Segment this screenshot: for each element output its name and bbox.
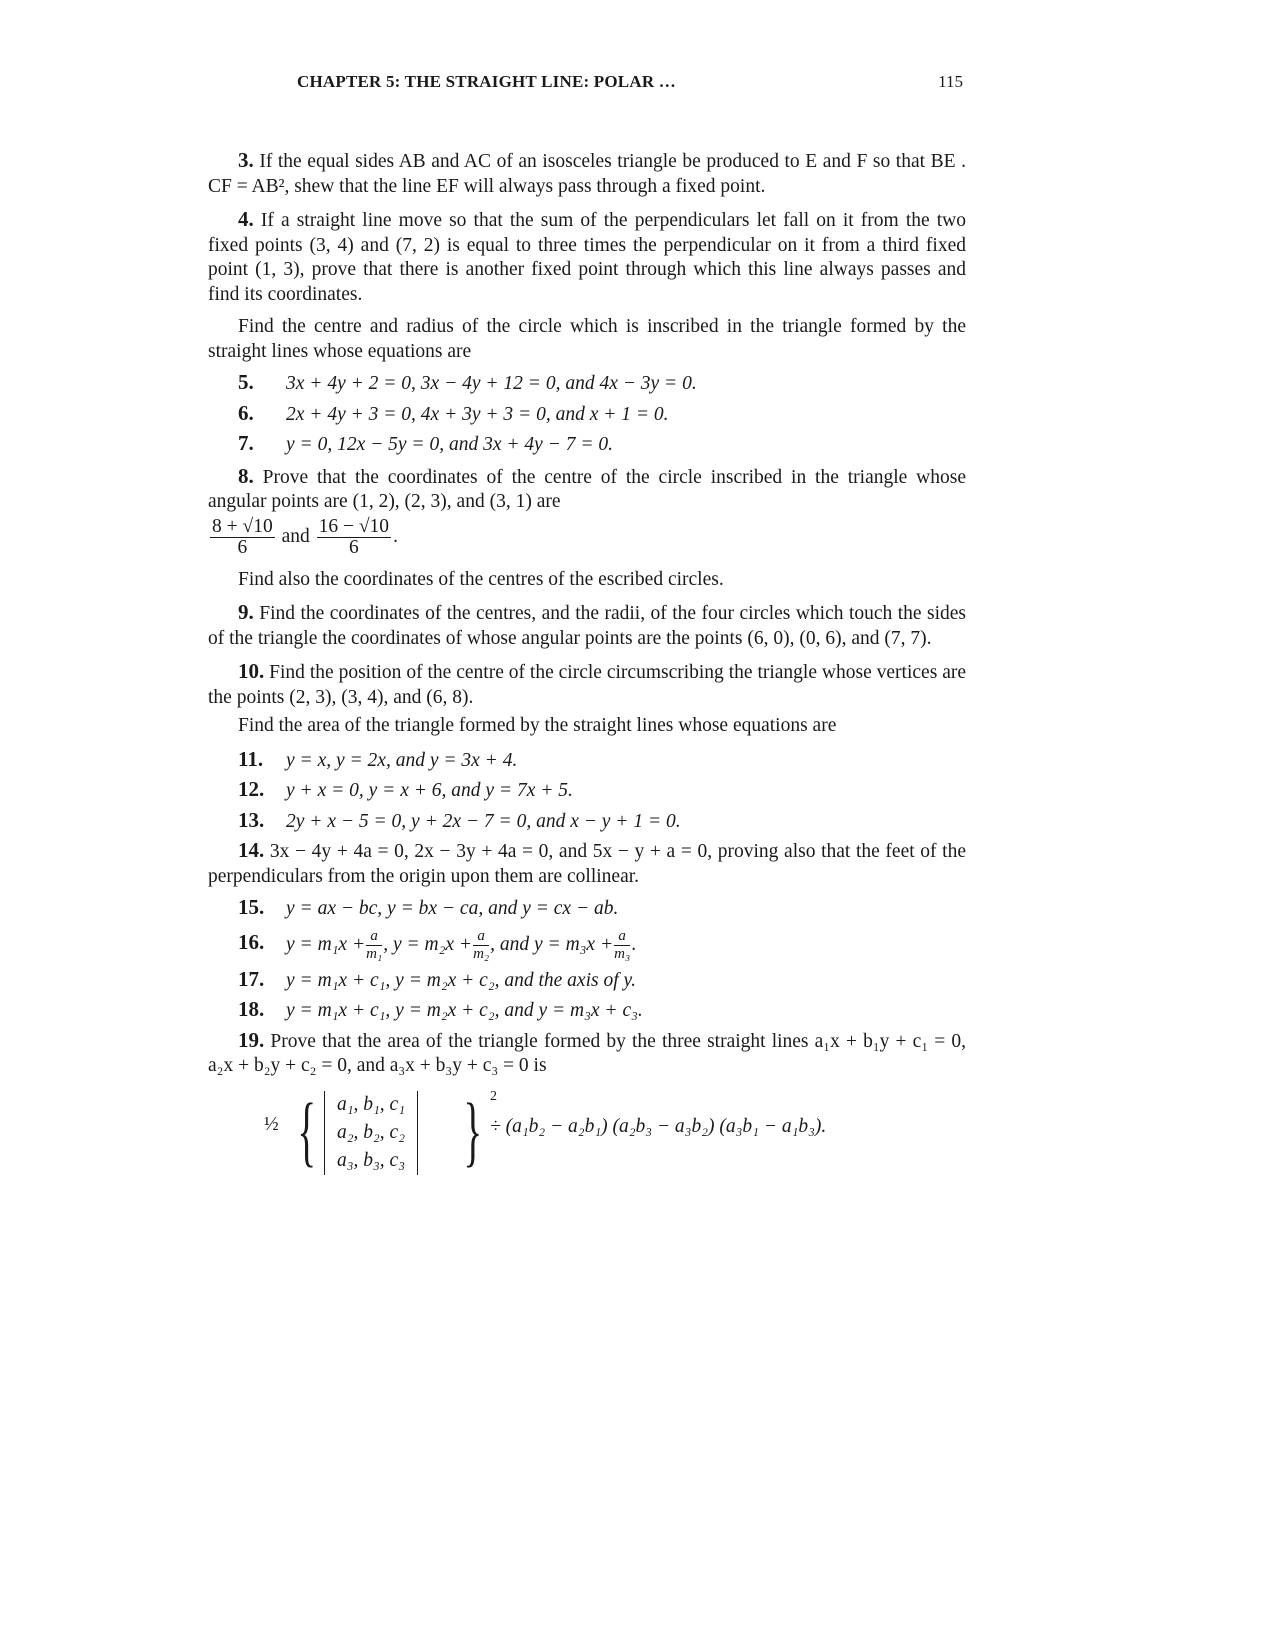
fraction bbox=[473, 928, 489, 963]
equation-text: y = x, y = 2x, and y = 3x + 4. bbox=[286, 749, 518, 771]
exercise-8 bbox=[208, 464, 966, 515]
exercise-text: Find the position of the centre of the circle circumscribing the triangle whose vertices are the points (2, 3), (3, 4), and (6, 8). bbox=[208, 662, 967, 708]
fraction-numerator: 8 + √10 bbox=[212, 515, 273, 537]
exercise-8-result bbox=[208, 517, 966, 558]
exercise-3 bbox=[208, 148, 966, 199]
and-word: and bbox=[281, 525, 310, 547]
equation-text: y = m₁x + c₁, y = m₂x + c₂, and the axis of y. bbox=[286, 969, 636, 991]
exercise-11 bbox=[208, 747, 966, 774]
equation-text: y = ax − bc, y = bx − ca, and y = cx − ab. bbox=[286, 898, 619, 919]
intro-inscribed-circle: Find the centre and radius of the circle which is inscribed in the triangle formed by the straight lines whose equations are bbox=[208, 316, 966, 362]
exercise-13 bbox=[208, 808, 966, 835]
exercise-number: 15. bbox=[238, 895, 265, 919]
exercise-number: 17. bbox=[238, 966, 265, 991]
fraction-denominator: m₂ bbox=[473, 945, 490, 962]
equation-part: , and y = m₃x + bbox=[490, 933, 614, 955]
exercise-number: 3. bbox=[238, 148, 254, 172]
right-brace: } bbox=[463, 1086, 483, 1174]
determinant-matrix bbox=[324, 1091, 418, 1175]
fraction bbox=[366, 928, 382, 963]
exercise-text: If a straight line move so that the sum of the perpendiculars let fall on it from the two fixed points (3, 4) and (7, 2) is equal to three times the perpendicular on it from a third fixed point (1, 3), prove that there is another fixed point through which this line always passes and find its coordinates. bbox=[208, 210, 966, 305]
fraction-y bbox=[317, 517, 391, 558]
fraction bbox=[614, 928, 630, 963]
exponent: 2 bbox=[490, 1088, 497, 1104]
fraction-numerator: a bbox=[614, 928, 630, 946]
page-number: 115 bbox=[938, 72, 963, 91]
determinant-row: a₂, b₂, c₂ bbox=[337, 1121, 405, 1143]
equation-part: y = m₁x + bbox=[286, 933, 366, 955]
equation-text: y = m₁x + c₁, y = m₂x + c₂, and y = m₃x + c₃. bbox=[286, 1000, 643, 1021]
exercise-text: Find the coordinates of the centres, and the radii, of the four circles which touch the sides of the triangle the coordinates of whose angular points are the points (6, 0), (0, 6), and (7, 7). bbox=[208, 603, 967, 649]
determinant-row: a₁, b₁, c₁ bbox=[337, 1093, 405, 1115]
exercise-16 bbox=[208, 928, 966, 963]
exercise-number: 11. bbox=[238, 746, 264, 771]
fraction-denominator: 6 bbox=[237, 536, 248, 558]
page-body bbox=[208, 148, 966, 1181]
fraction-numerator: 16 − √10 bbox=[318, 515, 390, 537]
fraction-x bbox=[210, 517, 275, 558]
exercise-19 bbox=[208, 1028, 966, 1079]
exercise-14 bbox=[208, 838, 966, 889]
exercise-17 bbox=[208, 967, 966, 994]
exercise-6 bbox=[208, 401, 966, 428]
exercise-text: Prove that the coordinates of the centre of the circle inscribed in the triangle whose angular points are (1, 2), (2, 3), and (3, 1) are bbox=[208, 466, 966, 512]
exercise-10 bbox=[208, 659, 966, 710]
exercise-number: 9. bbox=[238, 600, 254, 624]
exercise-7 bbox=[208, 431, 966, 458]
exercise-number: 16. bbox=[238, 930, 265, 955]
exercise-number: 10. bbox=[238, 659, 265, 683]
exercise-number: 7. bbox=[238, 431, 254, 455]
determinant-row: a₃, b₃, c₃ bbox=[337, 1149, 405, 1171]
left-brace: { bbox=[297, 1086, 317, 1174]
exercise-number: 4. bbox=[238, 207, 254, 231]
exercise-text: If the equal sides AB and AC of an isosceles triangle be produced to E and F so that BE . CF = AB², shew that the line EF will always pass through a fixed point. bbox=[208, 151, 966, 197]
equation-text: 3x + 4y + 2 = 0, 3x − 4y + 12 = 0, and 4x − 3y = 0. bbox=[286, 373, 697, 394]
exercise-number: 6. bbox=[238, 400, 254, 425]
half-coefficient: ½ bbox=[264, 1113, 279, 1135]
exercise-text: Prove that the area of the triangle formed by the three straight lines a₁x + b₁y + c₁ = 0, a₂x + b₂y + c₂ = 0, and a₃x + b₃y + c₃ = 0 is bbox=[208, 1030, 967, 1076]
period: . bbox=[393, 525, 398, 547]
intro-triangle-area: Find the area of the triangle formed by the straight lines whose equations are bbox=[238, 715, 837, 736]
equation-text: y + x = 0, y = x + 6, and y = 7x + 5. bbox=[286, 780, 573, 801]
divisor-expression: ÷ (a₁b₂ − a₂b₁) (a₂b₃ − a₃b₂) (a₃b₁ − a₁b₃). bbox=[490, 1115, 827, 1137]
equation-text: 2y + x − 5 = 0, y + 2x − 7 = 0, and x − y + 1 = 0. bbox=[286, 810, 681, 832]
equation-part: , y = m₂x + bbox=[383, 933, 473, 955]
fraction-denominator: 6 bbox=[348, 536, 359, 558]
exercise-15 bbox=[208, 895, 966, 922]
fraction-denominator: m₃ bbox=[614, 945, 631, 962]
exercise-number: 19. bbox=[238, 1027, 265, 1052]
exercise-4 bbox=[208, 207, 966, 307]
chapter-title: CHAPTER 5: THE STRAIGHT LINE: POLAR … bbox=[297, 72, 676, 91]
exercise-number: 5. bbox=[238, 370, 254, 394]
exercise-text: 3x − 4y + 4a = 0, 2x − 3y + 4a = 0, and 5x − y + a = 0, proving also that the feet of the perpendiculars from the origin upon them are collinear. bbox=[208, 841, 967, 887]
exercise-9 bbox=[208, 600, 966, 651]
exercise-number: 8. bbox=[238, 463, 254, 488]
period: . bbox=[631, 933, 637, 955]
exercise-number: 14. bbox=[238, 838, 265, 862]
fraction-denominator: m₁ bbox=[366, 945, 383, 962]
exercise-18 bbox=[208, 997, 966, 1024]
exercise-8-also: Find also the coordinates of the centres of the escribed circles. bbox=[238, 568, 724, 590]
equation-text: y = 0, 12x − 5y = 0, and 3x + 4y − 7 = 0. bbox=[286, 434, 613, 455]
exercise-number: 13. bbox=[238, 807, 265, 832]
exercise-number: 12. bbox=[238, 777, 265, 801]
exercise-12 bbox=[208, 777, 966, 804]
fraction-numerator: a bbox=[473, 928, 489, 946]
fraction-numerator: a bbox=[366, 928, 382, 946]
determinant-formula bbox=[208, 1085, 966, 1181]
exercise-number: 18. bbox=[238, 997, 265, 1021]
exercise-5 bbox=[208, 370, 966, 397]
running-head bbox=[205, 72, 963, 102]
equation-text: 2x + 4y + 3 = 0, 4x + 3y + 3 = 0, and x + 1 = 0. bbox=[286, 403, 669, 425]
